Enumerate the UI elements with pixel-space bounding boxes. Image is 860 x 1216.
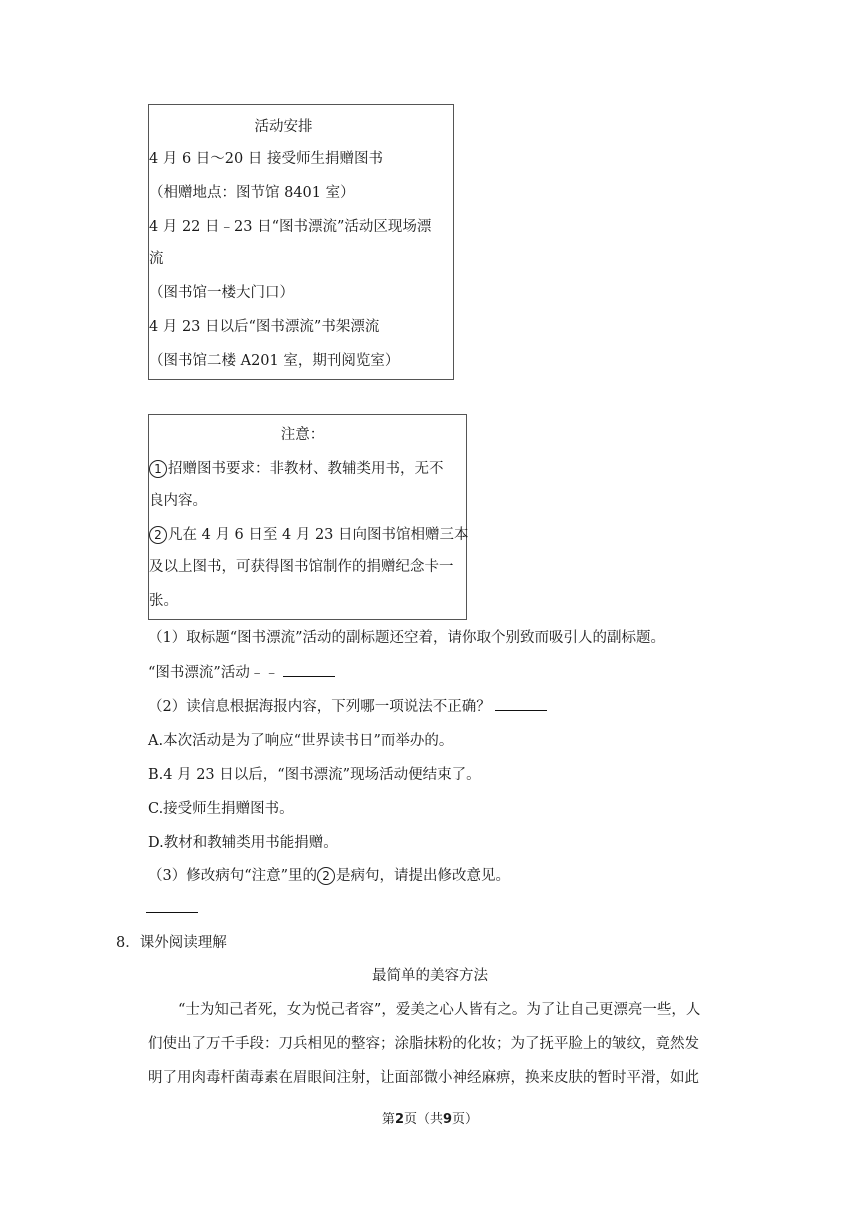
schedule-line: 4 月 6 日～20 日 接受师生捐赠图书	[149, 151, 383, 167]
question-3-answer	[146, 898, 198, 919]
notice-item-2-line3: 张。	[149, 593, 178, 609]
section-heading: 8．课外阅读理解	[116, 935, 227, 951]
notice-item-1	[149, 459, 444, 479]
footer-middle: 页（共	[403, 1112, 443, 1127]
circled-number-2: 2	[317, 867, 335, 885]
notice-item-2-line1: 凡在 4 月 6 日至 4 月 23 日向图书馆相赠三本	[168, 527, 469, 543]
answer-blank[interactable]	[146, 898, 198, 913]
question-1: （1）取标题“图书漂流”活动的副标题还空着，请你取个别致而吸引人的副标题。	[148, 630, 666, 646]
schedule-line: （图书馆二楼 A201 室，期刊阅览室）	[149, 353, 400, 369]
schedule-line: 流	[149, 251, 164, 267]
circled-number-2: 2	[149, 526, 167, 544]
question-1-answer	[148, 662, 335, 683]
schedule-line: 4 月 22 日﹣23 日“图书漂流”活动区现场漂	[149, 219, 432, 235]
schedule-line: 4 月 23 日以后“图书漂流”书架漂流	[149, 319, 380, 335]
option-c: C.接受师生捐赠图书。	[148, 801, 294, 817]
footer-prefix: 第	[381, 1112, 395, 1127]
notice-item-2-line2: 及以上图书，可获得图书馆制作的捐赠纪念卡一	[149, 559, 454, 575]
question-2	[148, 696, 547, 717]
question-3-suffix: 是病句，请提出修改意见。	[336, 868, 511, 884]
answer-blank[interactable]	[495, 696, 547, 711]
paragraph-line: 们使出了万千手段：刀兵相见的整容；涂脂抹粉的化妆；为了抚平脸上的皱纹，竟然发	[148, 1036, 699, 1052]
schedule-line: （相赠地点：图节馆 8401 室）	[149, 185, 355, 201]
page-total: 9	[443, 1112, 453, 1127]
option-a: A.本次活动是为了响应“世界读书日”而举办的。	[148, 733, 454, 749]
footer-suffix: 页）	[452, 1112, 479, 1127]
option-d: D.教材和教辅类用书能捐赠。	[148, 835, 338, 851]
article-title: 最简单的美容方法	[372, 968, 488, 984]
schedule-box	[148, 104, 454, 380]
paragraph-line: 明了用肉毒杆菌毒素在眉眼间注射，让面部微小神经麻痹，换来皮肤的暂时平滑，如此	[148, 1070, 699, 1086]
notice-item-2	[149, 525, 469, 545]
notice-item-1-line2: 良内容。	[149, 493, 207, 509]
question-3-prefix: （3）修改病句“注意”里的	[148, 868, 318, 884]
page-number: 2	[394, 1112, 404, 1127]
circled-number-1: 1	[149, 460, 167, 478]
option-b: B.4 月 23 日以后，“图书漂流”现场活动便结束了。	[148, 767, 481, 783]
question-3	[148, 866, 510, 886]
page-footer	[0, 1110, 860, 1130]
question-1-answer-prefix: “图书漂流”活动﹣﹣	[148, 665, 279, 681]
schedule-title: 活动安排	[254, 119, 313, 135]
answer-blank[interactable]	[283, 662, 335, 677]
notice-title: 注意：	[280, 427, 325, 443]
paragraph-line: “士为知己者死，女为悦己者容”，爱美之心人皆有之。为了让自己更漂亮一些，人	[178, 1002, 701, 1018]
schedule-line: （图书馆一楼大门口）	[149, 285, 294, 301]
notice-box	[148, 414, 467, 620]
question-2-text: （2）读信息根据海报内容，下列哪一项说法不正确？	[148, 699, 491, 715]
notice-item-1-line1: 招赠图书要求：非教材、教辅类用书，无不	[168, 461, 444, 477]
